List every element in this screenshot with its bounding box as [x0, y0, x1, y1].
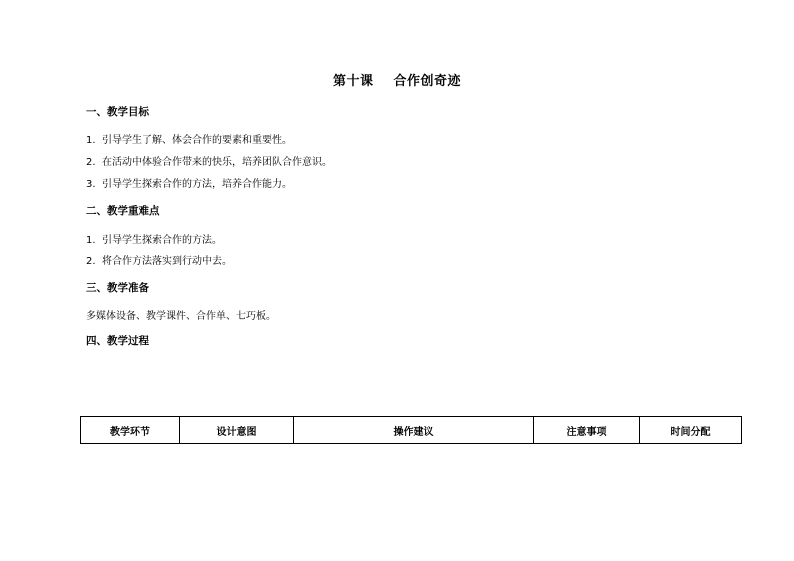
- preparation-text: 多媒体设备、教学课件、合作单、七巧板。: [86, 311, 276, 322]
- table-header-cell: 操作建议: [294, 417, 534, 444]
- item-text: 将合作方法落实到行动中去。: [102, 256, 232, 267]
- table-header-cell: 时间分配: [640, 417, 742, 444]
- process-table: [80, 416, 742, 444]
- key-point-item-2: [86, 252, 232, 267]
- page-title: 第十课 合作创奇迹: [332, 74, 462, 89]
- item-number: 1.: [86, 135, 96, 146]
- section-heading-key-points: 二、教学重难点: [86, 205, 160, 217]
- objective-item-1: [86, 131, 292, 146]
- key-point-item-1: [86, 231, 222, 246]
- item-number: 2.: [86, 157, 96, 168]
- table-header-row: [81, 417, 742, 444]
- objective-item-2: [86, 153, 332, 168]
- table-header-cell: 设计意图: [180, 417, 294, 444]
- objective-item-3: [86, 175, 292, 190]
- section-heading-objectives: 一、教学目标: [86, 106, 149, 118]
- table-header-cell: 注意事项: [534, 417, 640, 444]
- section-heading-preparation: 三、教学准备: [86, 282, 149, 294]
- item-text: 引导学生探索合作的方法，培养合作能力。: [102, 179, 292, 190]
- table-header-cell: 教学环节: [81, 417, 180, 444]
- item-text: 引导学生探索合作的方法。: [102, 235, 222, 246]
- item-text: 在活动中体验合作带来的快乐，培养团队合作意识。: [102, 157, 332, 168]
- item-number: 2.: [86, 256, 96, 267]
- item-number: 3.: [86, 179, 96, 190]
- item-text: 引导学生了解、体会合作的要素和重要性。: [102, 135, 292, 146]
- item-number: 1.: [86, 235, 96, 246]
- section-heading-process: 四、教学过程: [86, 335, 149, 347]
